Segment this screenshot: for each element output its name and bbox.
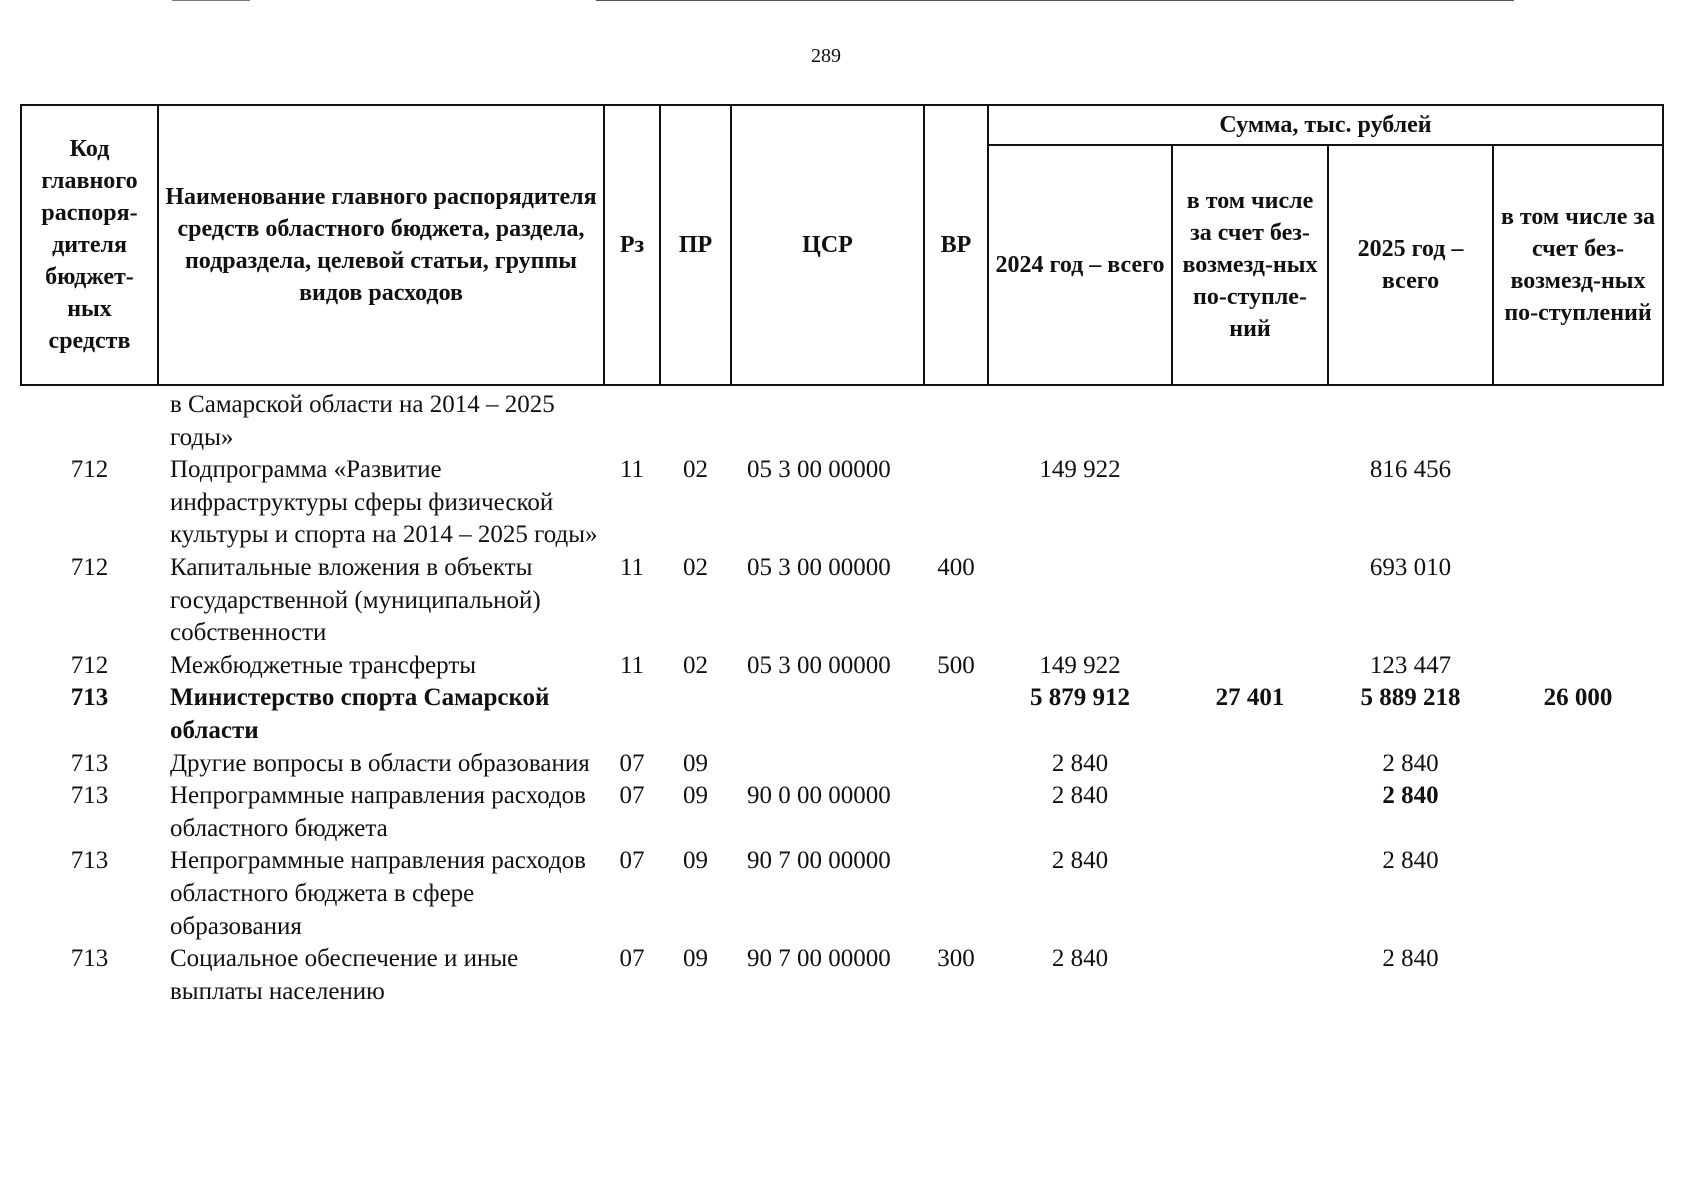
cell-2025-free	[1493, 780, 1663, 845]
cell-2024-free	[1172, 385, 1328, 454]
cell-2024-total: 2 840	[1051, 749, 1109, 777]
cell-2024-free: 27 401	[1215, 684, 1285, 712]
cell-rz: 11	[619, 553, 645, 581]
cell-2024-free	[1172, 650, 1328, 683]
cell-2024-total: 2 840	[1051, 945, 1109, 973]
cell-2025-free: 26 000	[1543, 684, 1613, 712]
cell-csr	[731, 748, 924, 781]
cell-2025-free	[1493, 748, 1663, 781]
cell-2025-total: 2 840	[1382, 847, 1439, 875]
cell-rz: 07	[619, 847, 645, 875]
top-rule	[596, 0, 1514, 1]
cell-name: в Самарской области на 2014 – 2025 годы»	[170, 391, 555, 451]
top-rule-left	[172, 0, 250, 1]
cell-vr	[924, 682, 988, 747]
cell-code	[21, 385, 158, 454]
cell-2025-total: 2 840	[1382, 945, 1439, 973]
cell-name: Межбюджетные трансферты	[170, 651, 477, 679]
budget-table	[20, 104, 1664, 1008]
header-csr: ЦСР	[731, 105, 924, 385]
cell-2024-total: 5 879 912	[1030, 684, 1130, 712]
cell-vr	[924, 780, 988, 845]
header-2024-total: 2024 год – всего	[988, 145, 1172, 385]
cell-csr: 05 3 00 00000	[747, 651, 891, 679]
cell-2024-total: 2 840	[1051, 782, 1109, 810]
cell-2025-free	[1493, 650, 1663, 683]
header-2025-total: 2025 год – всего	[1328, 145, 1493, 385]
header-name: Наименование главного распорядителя средств областного бюджета, раздела, подраздела, целевой статьи, группы видов расходов	[158, 105, 604, 385]
cell-2024-free	[1172, 943, 1328, 1008]
cell-vr: 400	[937, 553, 975, 581]
cell-rz: 07	[619, 782, 645, 810]
cell-csr: 05 3 00 00000	[747, 553, 891, 581]
cell-csr	[731, 385, 924, 454]
cell-rz: 11	[619, 456, 645, 484]
cell-2025-total: 693 010	[1369, 553, 1452, 581]
cell-vr: 500	[937, 651, 975, 679]
cell-2024-free	[1172, 845, 1328, 943]
table-row	[21, 454, 1663, 552]
cell-code: 713	[70, 847, 109, 875]
cell-csr: 90 7 00 00000	[747, 945, 891, 973]
header-sum-group: Сумма, тыс. рублей	[988, 105, 1663, 145]
cell-pr: 02	[683, 651, 708, 679]
cell-vr: 300	[937, 945, 975, 973]
cell-2025-total: 2 840	[1382, 782, 1439, 810]
cell-code: 713	[70, 684, 109, 712]
cell-2025-total	[1328, 385, 1493, 454]
table-row	[21, 385, 1663, 454]
cell-name: Другие вопросы в области образования	[170, 749, 590, 777]
table-row	[21, 943, 1663, 1008]
cell-2025-free	[1493, 943, 1663, 1008]
page-number: 289	[811, 45, 841, 67]
cell-2024-total	[988, 552, 1172, 650]
header-rz: Рз	[604, 105, 660, 385]
cell-2025-free	[1493, 552, 1663, 650]
cell-name: Министерство спорта Самарской области	[170, 684, 550, 744]
table-row	[21, 780, 1663, 845]
table-row	[21, 845, 1663, 943]
cell-name: Непрограммные направления расходов областного бюджета	[170, 782, 586, 842]
cell-2024-total	[988, 385, 1172, 454]
cell-pr	[660, 385, 731, 454]
cell-name: Социальное обеспечение и иные выплаты населению	[170, 945, 519, 1005]
cell-2025-free	[1493, 454, 1663, 552]
cell-2025-total: 5 889 218	[1360, 684, 1461, 712]
cell-2025-free	[1493, 845, 1663, 943]
cell-2025-total: 2 840	[1382, 749, 1439, 777]
cell-rz: 07	[619, 749, 645, 777]
table-row	[21, 748, 1663, 781]
cell-csr	[731, 682, 924, 747]
cell-2024-total: 2 840	[1051, 847, 1109, 875]
cell-pr: 09	[683, 782, 708, 810]
cell-code: 712	[70, 456, 109, 484]
cell-code: 713	[70, 749, 109, 777]
cell-pr: 09	[683, 847, 708, 875]
cell-2024-free	[1172, 552, 1328, 650]
cell-2025-total: 816 456	[1369, 456, 1452, 484]
cell-rz	[604, 385, 660, 454]
cell-2024-total: 149 922	[1039, 651, 1121, 679]
cell-name: Подпрограмма «Развитие инфраструктуры сферы физической культуры и спорта на 2014 – 2025 годы»	[170, 456, 598, 549]
header-2024-free: в том числе за счет без-возмезд-ных по-ступле-ний	[1172, 145, 1328, 385]
cell-2024-free	[1172, 780, 1328, 845]
cell-csr: 05 3 00 00000	[747, 456, 891, 484]
cell-pr	[660, 682, 731, 747]
header-vr: ВР	[924, 105, 988, 385]
cell-vr	[924, 454, 988, 552]
header-pr: ПР	[660, 105, 731, 385]
cell-pr: 02	[683, 553, 708, 581]
cell-2024-total: 149 922	[1039, 456, 1121, 484]
cell-pr: 09	[683, 749, 708, 777]
cell-pr: 02	[683, 456, 708, 484]
header-code: Код главного распоря-дителя бюджет-ных средств	[21, 105, 158, 385]
cell-csr: 90 7 00 00000	[747, 847, 891, 875]
cell-vr	[924, 385, 988, 454]
cell-rz: 07	[619, 945, 645, 973]
table-row	[21, 650, 1663, 683]
cell-name: Непрограммные направления расходов областного бюджета в сфере образования	[170, 847, 586, 940]
cell-csr: 90 0 00 00000	[747, 782, 891, 810]
cell-code: 713	[70, 782, 109, 810]
cell-2024-free	[1172, 748, 1328, 781]
cell-name: Капитальные вложения в объекты государственной (муниципальной) собственности	[170, 553, 541, 647]
cell-rz: 11	[619, 651, 645, 679]
header-2025-free: в том числе за счет без-возмезд-ных по-ступлений	[1493, 145, 1663, 385]
cell-vr	[924, 845, 988, 943]
cell-code: 712	[70, 651, 109, 679]
cell-vr	[924, 748, 988, 781]
cell-2025-free	[1493, 385, 1663, 454]
cell-pr: 09	[683, 945, 708, 973]
cell-code: 712	[70, 553, 109, 581]
cell-2024-free	[1172, 454, 1328, 552]
cell-code: 713	[70, 945, 109, 973]
cell-2025-total: 123 447	[1369, 651, 1452, 679]
cell-rz	[604, 682, 660, 747]
table-row	[21, 682, 1663, 747]
table-row	[21, 552, 1663, 650]
